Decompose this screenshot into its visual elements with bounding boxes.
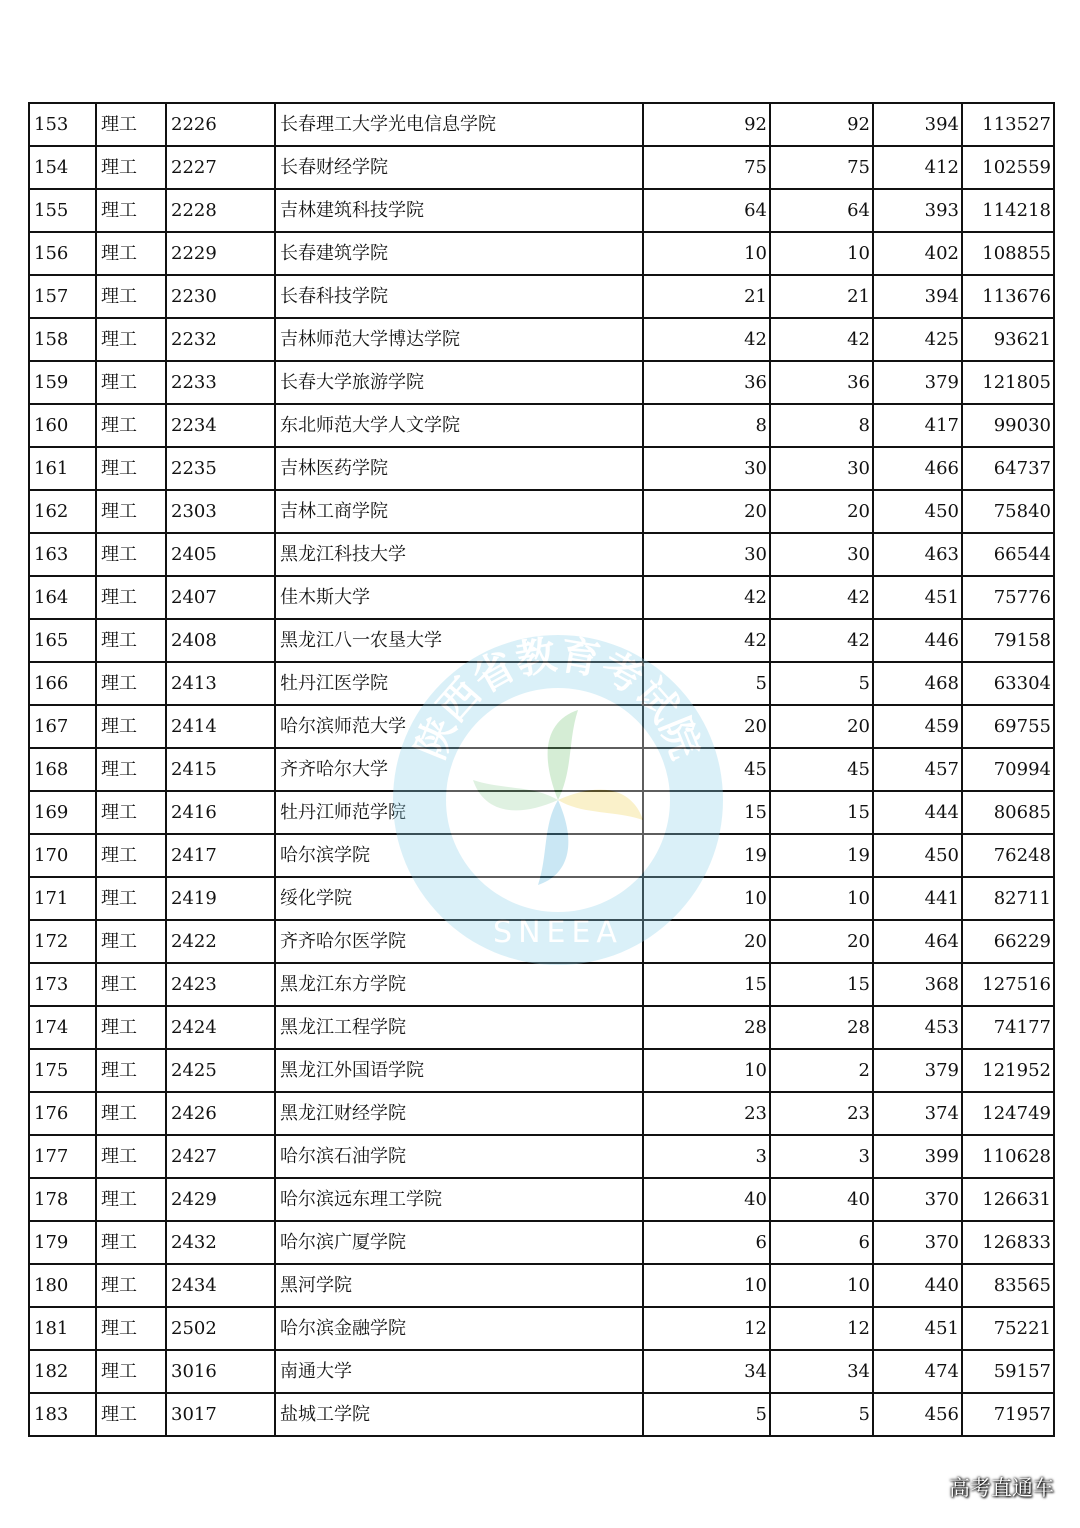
plan-count-cell: 8	[643, 404, 770, 447]
min-score-cell: 450	[873, 490, 962, 533]
table-row	[29, 1393, 1054, 1436]
category-cell: 理工	[96, 576, 166, 619]
rank-cell: 108855	[962, 232, 1054, 275]
category-cell: 理工	[96, 963, 166, 1006]
row-index-cell: 168	[29, 748, 96, 791]
min-score-cell: 440	[873, 1264, 962, 1307]
category-cell: 理工	[96, 318, 166, 361]
row-index-cell: 170	[29, 834, 96, 877]
table-row	[29, 275, 1054, 318]
table-row	[29, 662, 1054, 705]
plan-count-cell: 40	[643, 1178, 770, 1221]
min-score-cell: 394	[873, 103, 962, 146]
school-name-cell: 吉林医药学院	[275, 447, 643, 490]
min-score-cell: 379	[873, 361, 962, 404]
admitted-count-cell: 15	[770, 963, 873, 1006]
admitted-count-cell: 21	[770, 275, 873, 318]
school-code-cell: 2303	[166, 490, 275, 533]
rank-cell: 124749	[962, 1092, 1054, 1135]
row-index-cell: 165	[29, 619, 96, 662]
min-score-cell: 370	[873, 1178, 962, 1221]
row-index-cell: 163	[29, 533, 96, 576]
min-score-cell: 417	[873, 404, 962, 447]
table-row	[29, 877, 1054, 920]
row-index-cell: 160	[29, 404, 96, 447]
school-name-cell: 哈尔滨师范大学	[275, 705, 643, 748]
row-index-cell: 177	[29, 1135, 96, 1178]
admitted-count-cell: 30	[770, 533, 873, 576]
plan-count-cell: 10	[643, 1049, 770, 1092]
table-row	[29, 1092, 1054, 1135]
school-code-cell: 2427	[166, 1135, 275, 1178]
school-code-cell: 2407	[166, 576, 275, 619]
table-row	[29, 963, 1054, 1006]
row-index-cell: 172	[29, 920, 96, 963]
plan-count-cell: 12	[643, 1307, 770, 1350]
rank-cell: 83565	[962, 1264, 1054, 1307]
school-code-cell: 2415	[166, 748, 275, 791]
admitted-count-cell: 23	[770, 1092, 873, 1135]
min-score-cell: 374	[873, 1092, 962, 1135]
min-score-cell: 441	[873, 877, 962, 920]
school-code-cell: 2408	[166, 619, 275, 662]
category-cell: 理工	[96, 1307, 166, 1350]
min-score-cell: 474	[873, 1350, 962, 1393]
school-code-cell: 2423	[166, 963, 275, 1006]
row-index-cell: 159	[29, 361, 96, 404]
plan-count-cell: 28	[643, 1006, 770, 1049]
category-cell: 理工	[96, 1264, 166, 1307]
rank-cell: 75221	[962, 1307, 1054, 1350]
school-name-cell: 盐城工学院	[275, 1393, 643, 1436]
rank-cell: 121952	[962, 1049, 1054, 1092]
plan-count-cell: 10	[643, 1264, 770, 1307]
table-row	[29, 232, 1054, 275]
plan-count-cell: 20	[643, 705, 770, 748]
table-row	[29, 920, 1054, 963]
school-code-cell: 2232	[166, 318, 275, 361]
admitted-count-cell: 15	[770, 791, 873, 834]
row-index-cell: 162	[29, 490, 96, 533]
plan-count-cell: 45	[643, 748, 770, 791]
plan-count-cell: 6	[643, 1221, 770, 1264]
table-row	[29, 576, 1054, 619]
school-name-cell: 长春理工大学光电信息学院	[275, 103, 643, 146]
table-row	[29, 318, 1054, 361]
row-index-cell: 155	[29, 189, 96, 232]
plan-count-cell: 5	[643, 1393, 770, 1436]
rank-cell: 93621	[962, 318, 1054, 361]
admitted-count-cell: 19	[770, 834, 873, 877]
admitted-count-cell: 8	[770, 404, 873, 447]
category-cell: 理工	[96, 490, 166, 533]
table-row	[29, 1221, 1054, 1264]
rank-cell: 59157	[962, 1350, 1054, 1393]
admitted-count-cell: 42	[770, 318, 873, 361]
plan-count-cell: 3	[643, 1135, 770, 1178]
plan-count-cell: 30	[643, 447, 770, 490]
category-cell: 理工	[96, 232, 166, 275]
school-code-cell: 2426	[166, 1092, 275, 1135]
table-row	[29, 1135, 1054, 1178]
admitted-count-cell: 42	[770, 619, 873, 662]
school-name-cell: 齐齐哈尔医学院	[275, 920, 643, 963]
school-code-cell: 2432	[166, 1221, 275, 1264]
rank-cell: 110628	[962, 1135, 1054, 1178]
admitted-count-cell: 5	[770, 662, 873, 705]
school-code-cell: 2425	[166, 1049, 275, 1092]
school-code-cell: 2229	[166, 232, 275, 275]
school-code-cell: 2417	[166, 834, 275, 877]
admitted-count-cell: 36	[770, 361, 873, 404]
rank-cell: 113676	[962, 275, 1054, 318]
admitted-count-cell: 12	[770, 1307, 873, 1350]
admitted-count-cell: 20	[770, 705, 873, 748]
rank-cell: 102559	[962, 146, 1054, 189]
school-name-cell: 黑河学院	[275, 1264, 643, 1307]
table-row	[29, 404, 1054, 447]
category-cell: 理工	[96, 1221, 166, 1264]
admitted-count-cell: 20	[770, 920, 873, 963]
table-row	[29, 1049, 1054, 1092]
school-name-cell: 长春科技学院	[275, 275, 643, 318]
admission-table	[28, 102, 1055, 1437]
school-code-cell: 2434	[166, 1264, 275, 1307]
min-score-cell: 451	[873, 576, 962, 619]
min-score-cell: 402	[873, 232, 962, 275]
table-row	[29, 490, 1054, 533]
min-score-cell: 368	[873, 963, 962, 1006]
rank-cell: 126833	[962, 1221, 1054, 1264]
min-score-cell: 399	[873, 1135, 962, 1178]
rank-cell: 80685	[962, 791, 1054, 834]
table-row	[29, 1006, 1054, 1049]
plan-count-cell: 20	[643, 920, 770, 963]
school-code-cell: 2235	[166, 447, 275, 490]
school-name-cell: 吉林工商学院	[275, 490, 643, 533]
plan-count-cell: 42	[643, 576, 770, 619]
row-index-cell: 181	[29, 1307, 96, 1350]
rank-cell: 75776	[962, 576, 1054, 619]
row-index-cell: 167	[29, 705, 96, 748]
admitted-count-cell: 2	[770, 1049, 873, 1092]
school-code-cell: 2502	[166, 1307, 275, 1350]
category-cell: 理工	[96, 103, 166, 146]
table-row	[29, 748, 1054, 791]
school-name-cell: 哈尔滨石油学院	[275, 1135, 643, 1178]
school-name-cell: 哈尔滨金融学院	[275, 1307, 643, 1350]
table-row	[29, 1178, 1054, 1221]
plan-count-cell: 20	[643, 490, 770, 533]
plan-count-cell: 42	[643, 318, 770, 361]
rank-cell: 113527	[962, 103, 1054, 146]
table-row	[29, 533, 1054, 576]
min-score-cell: 464	[873, 920, 962, 963]
plan-count-cell: 34	[643, 1350, 770, 1393]
plan-count-cell: 10	[643, 877, 770, 920]
school-name-cell: 黑龙江八一农垦大学	[275, 619, 643, 662]
category-cell: 理工	[96, 1006, 166, 1049]
plan-count-cell: 15	[643, 791, 770, 834]
category-cell: 理工	[96, 748, 166, 791]
min-score-cell: 463	[873, 533, 962, 576]
rank-cell: 126631	[962, 1178, 1054, 1221]
table-row	[29, 103, 1054, 146]
seal-ring-text: 陕西省教育考试院	[407, 632, 709, 766]
row-index-cell: 183	[29, 1393, 96, 1436]
row-index-cell: 180	[29, 1264, 96, 1307]
school-name-cell: 黑龙江东方学院	[275, 963, 643, 1006]
row-index-cell: 157	[29, 275, 96, 318]
plan-count-cell: 30	[643, 533, 770, 576]
table-row	[29, 361, 1054, 404]
admitted-count-cell: 45	[770, 748, 873, 791]
plan-count-cell: 15	[643, 963, 770, 1006]
admitted-count-cell: 10	[770, 232, 873, 275]
row-index-cell: 166	[29, 662, 96, 705]
rank-cell: 121805	[962, 361, 1054, 404]
row-index-cell: 179	[29, 1221, 96, 1264]
school-code-cell: 2424	[166, 1006, 275, 1049]
row-index-cell: 176	[29, 1092, 96, 1135]
admitted-count-cell: 6	[770, 1221, 873, 1264]
category-cell: 理工	[96, 1350, 166, 1393]
table-row	[29, 1350, 1054, 1393]
min-score-cell: 394	[873, 275, 962, 318]
category-cell: 理工	[96, 834, 166, 877]
row-index-cell: 158	[29, 318, 96, 361]
row-index-cell: 161	[29, 447, 96, 490]
school-code-cell: 2226	[166, 103, 275, 146]
min-score-cell: 446	[873, 619, 962, 662]
rank-cell: 69755	[962, 705, 1054, 748]
school-code-cell: 2416	[166, 791, 275, 834]
admitted-count-cell: 30	[770, 447, 873, 490]
row-index-cell: 153	[29, 103, 96, 146]
row-index-cell: 182	[29, 1350, 96, 1393]
school-code-cell: 2413	[166, 662, 275, 705]
row-index-cell: 178	[29, 1178, 96, 1221]
school-name-cell: 吉林建筑科技学院	[275, 189, 643, 232]
category-cell: 理工	[96, 662, 166, 705]
rank-cell: 79158	[962, 619, 1054, 662]
min-score-cell: 468	[873, 662, 962, 705]
table-row	[29, 447, 1054, 490]
min-score-cell: 456	[873, 1393, 962, 1436]
category-cell: 理工	[96, 920, 166, 963]
plan-count-cell: 75	[643, 146, 770, 189]
category-cell: 理工	[96, 619, 166, 662]
school-name-cell: 东北师范大学人文学院	[275, 404, 643, 447]
school-name-cell: 哈尔滨广厦学院	[275, 1221, 643, 1264]
rank-cell: 66544	[962, 533, 1054, 576]
school-code-cell: 2405	[166, 533, 275, 576]
min-score-cell: 451	[873, 1307, 962, 1350]
admitted-count-cell: 3	[770, 1135, 873, 1178]
plan-count-cell: 23	[643, 1092, 770, 1135]
school-name-cell: 长春财经学院	[275, 146, 643, 189]
plan-count-cell: 10	[643, 232, 770, 275]
min-score-cell: 453	[873, 1006, 962, 1049]
min-score-cell: 450	[873, 834, 962, 877]
school-name-cell: 黑龙江财经学院	[275, 1092, 643, 1135]
table-body	[29, 103, 1054, 1436]
min-score-cell: 466	[873, 447, 962, 490]
admitted-count-cell: 5	[770, 1393, 873, 1436]
admitted-count-cell: 20	[770, 490, 873, 533]
category-cell: 理工	[96, 146, 166, 189]
row-index-cell: 174	[29, 1006, 96, 1049]
min-score-cell: 412	[873, 146, 962, 189]
plan-count-cell: 5	[643, 662, 770, 705]
category-cell: 理工	[96, 1135, 166, 1178]
category-cell: 理工	[96, 404, 166, 447]
school-name-cell: 齐齐哈尔大学	[275, 748, 643, 791]
category-cell: 理工	[96, 1049, 166, 1092]
table-row	[29, 1264, 1054, 1307]
category-cell: 理工	[96, 275, 166, 318]
row-index-cell: 154	[29, 146, 96, 189]
rank-cell: 74177	[962, 1006, 1054, 1049]
plan-count-cell: 36	[643, 361, 770, 404]
rank-cell: 76248	[962, 834, 1054, 877]
school-name-cell: 哈尔滨学院	[275, 834, 643, 877]
rank-cell: 70994	[962, 748, 1054, 791]
category-cell: 理工	[96, 1178, 166, 1221]
min-score-cell: 425	[873, 318, 962, 361]
rank-cell: 71957	[962, 1393, 1054, 1436]
category-cell: 理工	[96, 447, 166, 490]
school-code-cell: 2228	[166, 189, 275, 232]
school-name-cell: 绥化学院	[275, 877, 643, 920]
row-index-cell: 171	[29, 877, 96, 920]
category-cell: 理工	[96, 189, 166, 232]
category-cell: 理工	[96, 877, 166, 920]
school-name-cell: 黑龙江外国语学院	[275, 1049, 643, 1092]
school-name-cell: 牡丹江医学院	[275, 662, 643, 705]
rank-cell: 64737	[962, 447, 1054, 490]
min-score-cell: 444	[873, 791, 962, 834]
category-cell: 理工	[96, 1092, 166, 1135]
school-name-cell: 吉林师范大学博达学院	[275, 318, 643, 361]
table-row	[29, 619, 1054, 662]
admitted-count-cell: 28	[770, 1006, 873, 1049]
admitted-count-cell: 75	[770, 146, 873, 189]
school-code-cell: 2233	[166, 361, 275, 404]
rank-cell: 114218	[962, 189, 1054, 232]
source-watermark: 高考直通车	[949, 1476, 1054, 1500]
rank-cell: 66229	[962, 920, 1054, 963]
school-code-cell: 2230	[166, 275, 275, 318]
category-cell: 理工	[96, 1393, 166, 1436]
category-cell: 理工	[96, 705, 166, 748]
school-code-cell: 2429	[166, 1178, 275, 1221]
admitted-count-cell: 64	[770, 189, 873, 232]
table-row	[29, 146, 1054, 189]
school-code-cell: 2227	[166, 146, 275, 189]
plan-count-cell: 64	[643, 189, 770, 232]
table-row	[29, 1307, 1054, 1350]
school-code-cell: 3016	[166, 1350, 275, 1393]
plan-count-cell: 21	[643, 275, 770, 318]
min-score-cell: 457	[873, 748, 962, 791]
min-score-cell: 370	[873, 1221, 962, 1264]
table-row	[29, 189, 1054, 232]
school-name-cell: 佳木斯大学	[275, 576, 643, 619]
rank-cell: 63304	[962, 662, 1054, 705]
rank-cell: 75840	[962, 490, 1054, 533]
admitted-count-cell: 34	[770, 1350, 873, 1393]
plan-count-cell: 42	[643, 619, 770, 662]
admitted-count-cell: 92	[770, 103, 873, 146]
rank-cell: 99030	[962, 404, 1054, 447]
school-name-cell: 南通大学	[275, 1350, 643, 1393]
school-name-cell: 长春大学旅游学院	[275, 361, 643, 404]
category-cell: 理工	[96, 791, 166, 834]
row-index-cell: 169	[29, 791, 96, 834]
row-index-cell: 164	[29, 576, 96, 619]
min-score-cell: 379	[873, 1049, 962, 1092]
school-code-cell: 3017	[166, 1393, 275, 1436]
table-row	[29, 705, 1054, 748]
school-name-cell: 牡丹江师范学院	[275, 791, 643, 834]
plan-count-cell: 19	[643, 834, 770, 877]
school-code-cell: 2414	[166, 705, 275, 748]
admitted-count-cell: 40	[770, 1178, 873, 1221]
table-row	[29, 834, 1054, 877]
row-index-cell: 175	[29, 1049, 96, 1092]
school-code-cell: 2422	[166, 920, 275, 963]
school-name-cell: 长春建筑学院	[275, 232, 643, 275]
seal-abbr-text: SNEEA	[493, 915, 623, 950]
school-name-cell: 黑龙江科技大学	[275, 533, 643, 576]
row-index-cell: 173	[29, 963, 96, 1006]
row-index-cell: 156	[29, 232, 96, 275]
admitted-count-cell: 10	[770, 877, 873, 920]
admitted-count-cell: 42	[770, 576, 873, 619]
min-score-cell: 393	[873, 189, 962, 232]
plan-count-cell: 92	[643, 103, 770, 146]
category-cell: 理工	[96, 533, 166, 576]
min-score-cell: 459	[873, 705, 962, 748]
school-name-cell: 哈尔滨远东理工学院	[275, 1178, 643, 1221]
admitted-count-cell: 10	[770, 1264, 873, 1307]
category-cell: 理工	[96, 361, 166, 404]
rank-cell: 82711	[962, 877, 1054, 920]
rank-cell: 127516	[962, 963, 1054, 1006]
school-code-cell: 2419	[166, 877, 275, 920]
school-name-cell: 黑龙江工程学院	[275, 1006, 643, 1049]
table-row	[29, 791, 1054, 834]
school-code-cell: 2234	[166, 404, 275, 447]
